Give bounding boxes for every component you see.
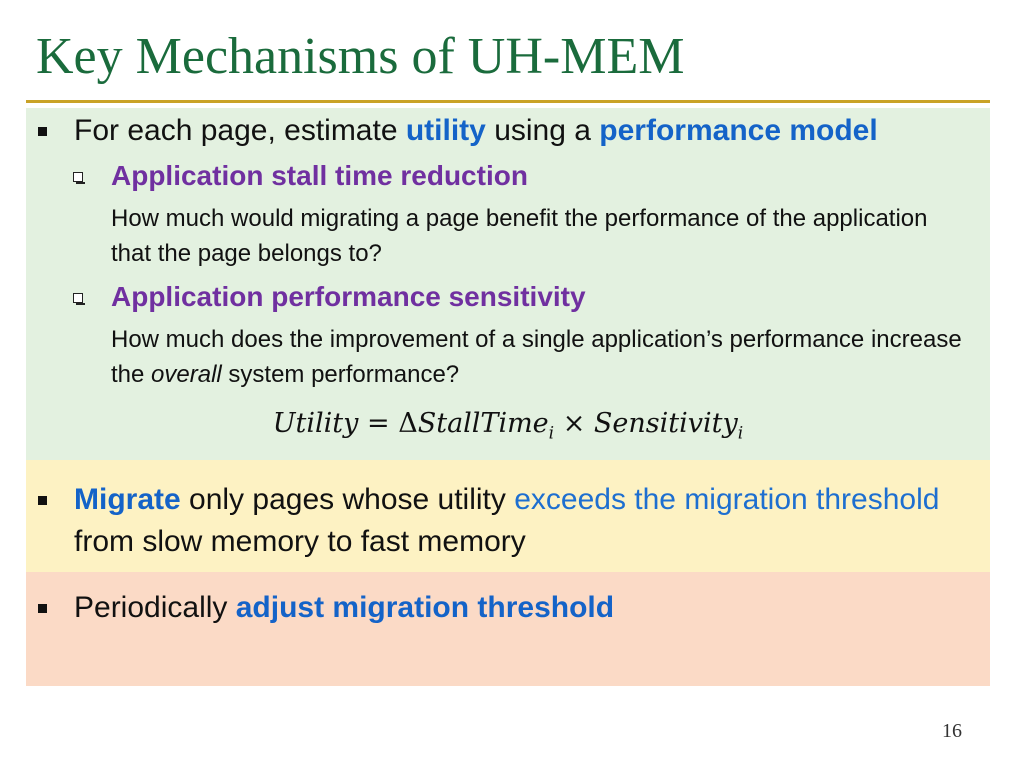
panel-performance-model [26,108,990,460]
bullet-2-text: Migrate only pages whose utility exceeds the migration threshold from slow memory to fast memory [74,483,940,558]
utility-formula: Utility = ΔStallTime$_i$ × Sensitivity$_i$ [272,408,744,444]
emphasis-overall: overall [151,361,222,388]
title-divider [26,100,990,103]
sub-heading-stall-time: Application stall time reduction [111,160,528,191]
highlight-adjust-threshold: adjust migration threshold [235,591,615,624]
bullet-square-icon [38,127,47,136]
highlight-utility: utility [405,114,486,147]
highlight-migrate: Migrate [74,483,181,516]
page-number: 16 [942,720,962,742]
bullet-3-text: Periodically adjust migration threshold [74,591,615,624]
sub-heading-sensitivity: Application performance sensitivity [111,281,586,312]
bullet-square-icon [38,496,47,505]
highlight-performance-model: performance model [599,114,878,147]
panel-threshold-adjustment [26,572,990,686]
sub-description-stall-time: How much would migrating a page benefit the performance of the application that the page belongs to? [111,205,928,267]
highlight-threshold: exceeds the migration threshold [514,483,940,516]
sub-bullet-box-icon [73,172,83,182]
bullet-square-icon [38,604,47,613]
sub-bullet-box-icon [73,293,83,303]
sub-description-sensitivity: How much does the improvement of a single application’s performance increase the overall system performance? [111,326,962,388]
slide-title: Key Mechanisms of UH-MEM [36,28,685,85]
bullet-1-text: For each page, estimate utility using a performance model [74,114,878,147]
panel-migration [26,460,990,572]
